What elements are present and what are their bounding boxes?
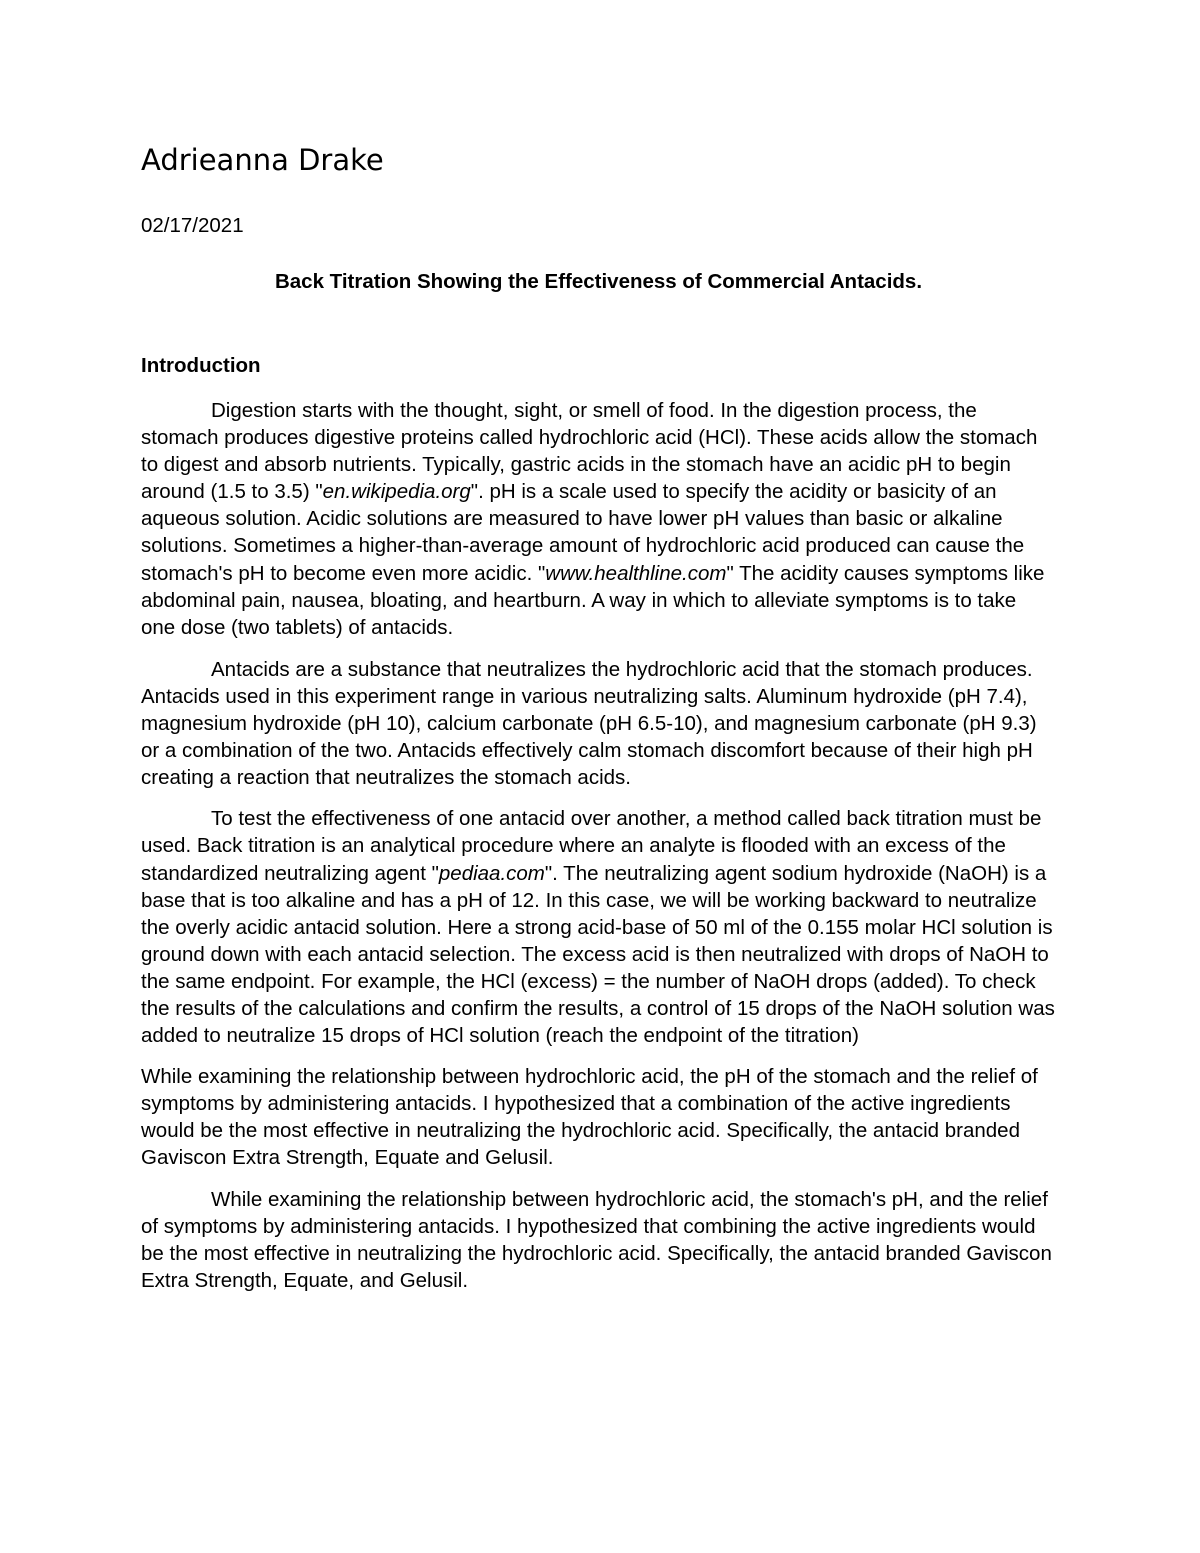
paragraph-hypothesis-draft: While examining the relationship between hydrochloric acid, the pH of the stomach and the relief of symptoms by administering antacids. I hypothesized that a combination of the active ingredients would be the most effective in neutralizing the hydrochloric acid. Specifically, the antacid branded Gaviscon Extra Strength, Equate and Gelusil. xyxy=(141,1065,1038,1170)
document-date: 02/17/2021 xyxy=(141,214,244,237)
paragraph-antacids: Antacids are a substance that neutralizes the hydrochloric acid that the stomach produces. Antacids used in this experiment range in various neutralizing salts. Aluminum hydroxide (pH 7.4), magnesium hydroxide (pH 10), calcium carbonate (pH 6.5-10), and magnesium carbonate (pH 9.3) or a combination of the two. Antacids effectively calm stomach discomfort because of their high pH creating a reaction that neutralizes the stomach acids. xyxy=(141,657,1037,790)
paragraph-back-titration xyxy=(141,805,1056,1049)
citation-healthline: www.healthline.com xyxy=(545,561,727,585)
author-name: Adrieanna Drake xyxy=(141,143,384,177)
citation-wikipedia: en.wikipedia.org xyxy=(322,480,471,504)
paragraph-text: " The acidity causes symptoms like abdominal pain, nausea, bloating, and heartburn. A way in which to alleviate symptoms is to take one dose (two tablets) of antacids. xyxy=(141,561,1045,639)
paragraph-hypothesis: While examining the relationship between hydrochloric acid, the stomach's pH, and the relief of symptoms by administering antacids. I hypothesized that combining the active ingredients would be the most effective in neutralizing the hydrochloric acid. Specifically, the antacid branded Gaviscon Extra Strength, Equate, and Gelusil. xyxy=(141,1187,1052,1292)
paragraph-text: To test the effectiveness of one antacid over another, a method called back titration must be used. Back titration is an analytical procedure where an analyte is flooded with an excess of the standardized neutralizing agent " xyxy=(141,807,1042,885)
paragraph-text: Digestion starts with the thought, sight, or smell of food. In the digestion process, the stomach produces digestive proteins called hydrochloric acid (HCl). These acids allow the stomach to digest and absorb nutrients. Typically, gastric acids in the stomach have an acidic pH to begin around (1.5 to 3.5) " xyxy=(141,399,1038,504)
paragraph-text: ". pH is a scale used to specify the acidity or basicity of an aqueous solution. Acidic solutions are measured to have lower pH values than basic or alkaline solutions. Sometimes a higher-than-average amount of hydrochloric acid produced can cause the stomach's pH to become even more acidic. " xyxy=(141,480,1025,585)
paragraph-digestion xyxy=(141,397,1056,641)
citation-pediaa: pediaa.com xyxy=(438,861,545,885)
document-body xyxy=(141,140,1056,1294)
document-title: Back Titration Showing the Effectiveness of Commercial Antacids. xyxy=(274,270,923,293)
introduction-heading: Introduction xyxy=(141,354,261,377)
paragraph-text: ". The neutralizing agent sodium hydroxide (NaOH) is a base that is too alkaline and has a pH of 12. In this case, we will be working backward to neutralize the overly acidic antacid solution. Here a strong acid-base of 50 ml of the 0.155 molar HCl solution is ground down with each antacid selection. The excess acid is then neutralized with drops of NaOH to the same endpoint. For example, the HCl (excess) = the number of NaOH drops (added). To check the results of the calculations and confirm the results, a control of 15 drops of the NaOH solution was added to neutralize 15 drops of HCl solution (reach the endpoint of the titration) xyxy=(141,861,1055,1048)
